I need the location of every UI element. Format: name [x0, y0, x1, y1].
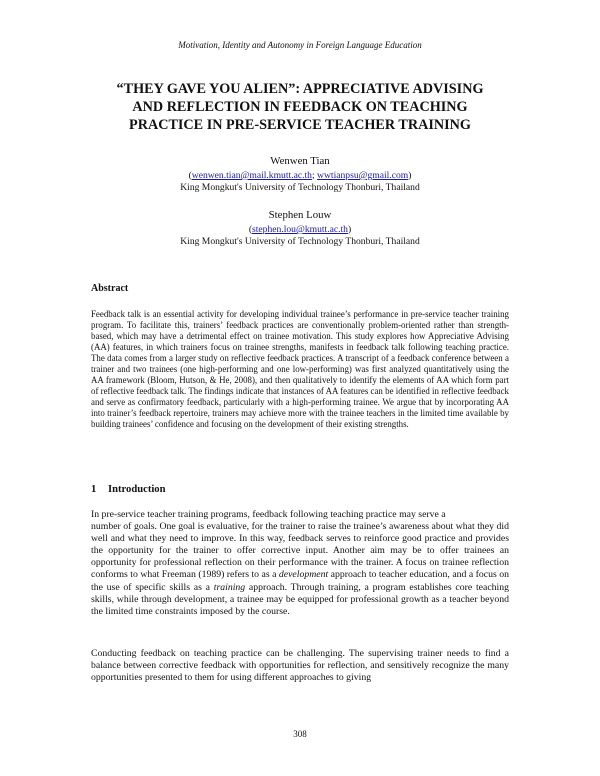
- email-link[interactable]: wwtianpsu@gmail.com: [317, 170, 409, 181]
- section-heading: [91, 484, 166, 495]
- abstract-text: Feedback talk is an essential activity for developing individual trainee’s performance in pre-service teacher training program. To facilitate this, trainers’ feedback practices are conventionally problem-oriented rather than strength-based, which may have a detrimental effect on trainee motivation. This study explores how Appreciative Advising (AA) features, in which trainers focus on trainee strengths, manifests in feedback talk following teaching practice. The data comes from a larger study on reflective feedback practices. A transcript of a feedback conference between a trainer and two trainees (one high-performing and one low-performing) was first analyzed quantitatively using the AA framework (Bloom, Hutson, & He, 2008), and then qualitatively to identify the elements of AA which form part of reflective feedback talk. The findings indicate that instances of AA features can be identified in reflective feedback and serve as confirmatory feedback, particularly with a high-performing trainee. We argue that by incorporating AA into trainer’s feedback repertoire, trainers may achieve more with the trainee teachers in the limited time available by building trainees’ confidence and focusing on the development of their existing strengths.: [91, 309, 509, 430]
- paper-title: [60, 80, 540, 134]
- page-number: 308: [293, 729, 307, 739]
- email-link[interactable]: wenwen.tian@mail.kmutt.ac.th: [191, 170, 312, 181]
- italic-term: development: [278, 569, 329, 581]
- title-line: “THEY GAVE YOU ALIEN”: APPRECIATIVE ADVISING: [116, 81, 484, 97]
- author-name: Wenwen Tian: [270, 155, 330, 167]
- author-affiliation: King Mongkut's University of Technology Thonburi, Thailand: [180, 236, 420, 247]
- author-block-2: [0, 209, 600, 248]
- author-affiliation: King Mongkut's University of Technology Thonburi, Thailand: [180, 182, 420, 193]
- author-name: Stephen Louw: [268, 209, 332, 221]
- email-link[interactable]: stephen.lou@kmutt.ac.th: [252, 224, 348, 235]
- running-head: Motivation, Identity and Autonomy in Foreign Language Education: [178, 40, 422, 50]
- author-email: (stephen.lou@kmutt.ac.th): [248, 224, 352, 235]
- body-paragraph: In pre-service teacher training programs, feedback following teaching practice may serve a number of goals. One goal is evaluative, for the trainer to raise the trainee’s awareness about what they did well and what they need to improve. In this way, feedback serves to reinforce good practice and provides the opportunity for the trainer to offer corrective input. Another aim may be to offer trainees an opportunity for professional reflection on their performance with the trainer. A focus on trainee reflection conforms to what Freeman (1989) refers to as a development approach to teacher education, and a focus on the use of specific skills as a training approach. Through training, a program establishes core teaching skills, while through development, a trainee may be equipped for professional growth as a teacher beyond the limited time constraints imposed by the course.: [91, 509, 510, 617]
- title-line: PRACTICE IN PRE-SERVICE TEACHER TRAINING: [129, 117, 471, 133]
- section-title: Introduction: [108, 484, 166, 495]
- body-paragraph: Conducting feedback on teaching practice can be challenging. The supervising trainer needs to find a balance between corrective feedback with opportunities for reflection, and sensitively recognize the many opportunities presented to them for using different approaches to giving: [91, 648, 509, 684]
- author-block-1: [0, 155, 600, 194]
- italic-term: training: [213, 581, 246, 593]
- abstract-heading: Abstract: [91, 283, 129, 294]
- section-number: 1: [91, 484, 97, 495]
- title-line: AND REFLECTION IN FEEDBACK ON TEACHING: [132, 99, 468, 115]
- author-email: (wenwen.tian@mail.kmutt.ac.th; wwtianpsu@gmail.com): [188, 170, 412, 181]
- paragraph-first-line: In pre-service teacher training programs, feedback following teaching practice may serve a: [91, 509, 446, 520]
